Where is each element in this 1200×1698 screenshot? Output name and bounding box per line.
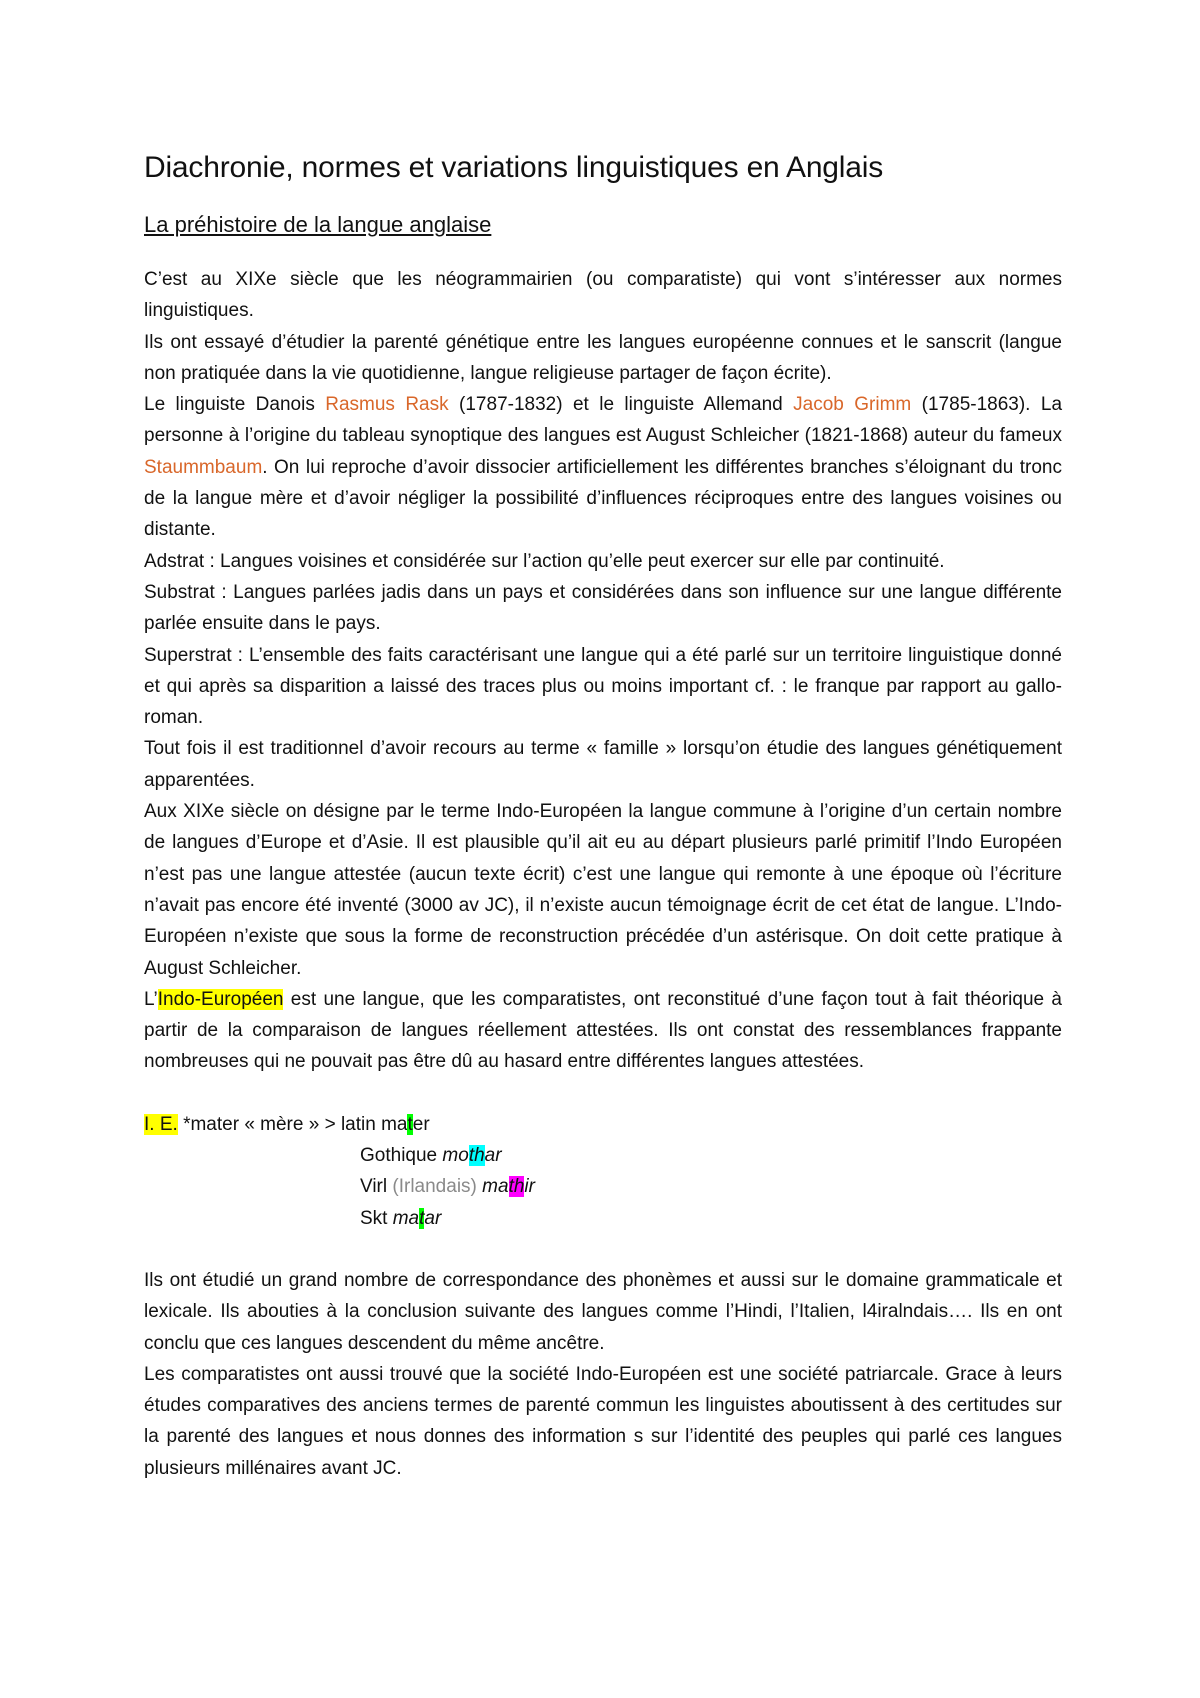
highlight-t-latin: t: [407, 1113, 413, 1135]
highlight-indo-europeen: Indo-Européen: [157, 988, 284, 1010]
example-gothique-word-b: ar: [484, 1145, 502, 1167]
example-block: [144, 1109, 1062, 1234]
example-irlandais-note: (Irlandais): [392, 1176, 477, 1198]
example-line-4: [144, 1203, 1062, 1234]
example-virl-label: Virl: [360, 1176, 393, 1198]
document-body: [144, 148, 1062, 1484]
spacer: [144, 1078, 1062, 1109]
paragraph-7: Tout fois il est traditionnel d’avoir recours au terme « famille » lorsqu’on étudie des langues génétiquement apparentées.: [144, 738, 1062, 791]
paragraph-2: Ils ont essayé d’étudier la parenté génétique entre les langues européenne connues et le sanscrit (langue non pratiquée dans la vie quotidienne, langue religieuse partager de façon écrite).: [144, 331, 1062, 384]
highlight-th-gothique: th: [468, 1145, 485, 1167]
example-skt-label: Skt: [360, 1207, 393, 1229]
paragraph-3-text-a: Le linguiste Danois: [144, 394, 326, 416]
example-line-1-text-a: *mater « mère » > latin ma: [177, 1113, 408, 1135]
highlight-t-skt: t: [419, 1207, 425, 1229]
example-gothique-label: Gothique: [360, 1145, 443, 1167]
example-line-1: [144, 1109, 1062, 1140]
example-virl-word-b: ir: [524, 1176, 535, 1198]
name-jacob-grimm: Jacob Grimm: [793, 394, 912, 416]
paragraph-1: C’est au XIXe siècle que les néogrammairien (ou comparatiste) qui vont s’intéresser aux normes linguistiques.: [144, 269, 1062, 322]
paragraph-3: [144, 389, 1062, 545]
example-virl-word-a: ma: [476, 1176, 509, 1198]
paragraph-11: Les comparatistes ont aussi trouvé que la société Indo-Européen est une société patriarcale. Grace à leurs études comparatives des anciens termes de parenté commun les linguistes aboutissent à des certitudes sur la parenté des langues et nous donnes des information s sur l’identité des peuples qui parlé ces langues plusieurs millénaires avant JC.: [144, 1363, 1062, 1479]
highlight-ie: I. E.: [144, 1113, 178, 1135]
paragraph-3-text-d: . On lui reproche d’avoir dissocier artificiellement les différentes branches s’éloignant du tronc de la langue mère et d’avoir négliger la possibilité d’influences réciproques entre des langues voisines ou distante.: [144, 456, 1062, 541]
example-line-3: [144, 1171, 1062, 1202]
paragraph-10: Ils ont étudié un grand nombre de correspondance des phonèmes et aussi sur le domaine grammaticale et lexicale. Ils abouties à la conclusion suivante des langues comme l’Hindi, l’Italien, l4iralndais…. Ils en ont conclu que ces langues descendent du même ancêtre.: [144, 1269, 1062, 1354]
example-line-2-indent: [144, 1140, 1062, 1171]
example-line-1-text-b: er: [412, 1113, 430, 1135]
highlight-th-virl: th: [508, 1176, 525, 1198]
paragraph-3-text-b: (1787-1832) et le linguiste Allemand: [448, 394, 794, 416]
paragraph-superstrat: Superstrat : L’ensemble des faits caractérisant une langue qui a été parlé sur un territoire linguistique donné et qui après sa disparition a laissé des traces plus ou moins important cf. : le franque par rapport au gallo-roman.: [144, 644, 1062, 729]
document-title: Diachronie, normes et variations linguistiques en Anglais: [144, 151, 884, 184]
name-rasmus-rask: Rasmus Rask: [325, 394, 449, 416]
example-line-2: [144, 1140, 1062, 1171]
spacer: [144, 1234, 1062, 1265]
paragraph-3-text-c: (1785-1863). La personne à l’origine du tableau synoptique des langues est August Schleicher (1821-1868) auteur du fameux: [144, 394, 1063, 447]
example-line-4-indent: [144, 1203, 1062, 1234]
example-skt-word-b: ar: [424, 1207, 442, 1229]
example-gothique-word-a: mo: [442, 1145, 469, 1167]
example-skt-word-a: ma: [392, 1207, 420, 1229]
paragraph-substrat: Substrat : Langues parlées jadis dans un pays et considérées dans son influence sur une langue différente parlée ensuite dans le pays.: [144, 581, 1062, 635]
paragraph-9-text-a: L’: [144, 988, 158, 1010]
paragraph-9-text-b: est une langue, que les comparatistes, ont reconstitué d’une façon tout à fait théorique à partir de la comparaison de langues réellement attestées. Ils ont constat des ressemblances frappante nombreuses qui ne pouvait pas être dû au hasard entre différentes langues attestées.: [144, 988, 1062, 1073]
term-staummbaum: Staummbaum: [144, 456, 263, 478]
paragraph-8: Aux XIXe siècle on désigne par le terme Indo-Européen la langue commune à l’origine d’un certain nombre de langues d’Europe et d’Asie. Il est plausible qu’il ait eu au départ plusieurs parlé primitif l’Indo Européen n’est pas une langue attestée (aucun texte écrit) c’est une langue qui remonte à une époque où l’écriture n’avait pas encore été inventé (3000 av JC), il n’existe aucun témoignage écrit de cet état de langue. L’Indo-Européen n’existe que sous la forme de reconstruction précédée d’un astérisque. On doit cette pratique à August Schleicher.: [144, 801, 1062, 979]
paragraph-adstrat: Adstrat : Langues voisines et considérée sur l’action qu’elle peut exercer sur elle par continuité.: [144, 550, 945, 572]
section-heading: La préhistoire de la langue anglaise: [144, 212, 492, 237]
paragraph-9: [144, 984, 1062, 1078]
example-line-3-indent: [144, 1171, 1062, 1202]
